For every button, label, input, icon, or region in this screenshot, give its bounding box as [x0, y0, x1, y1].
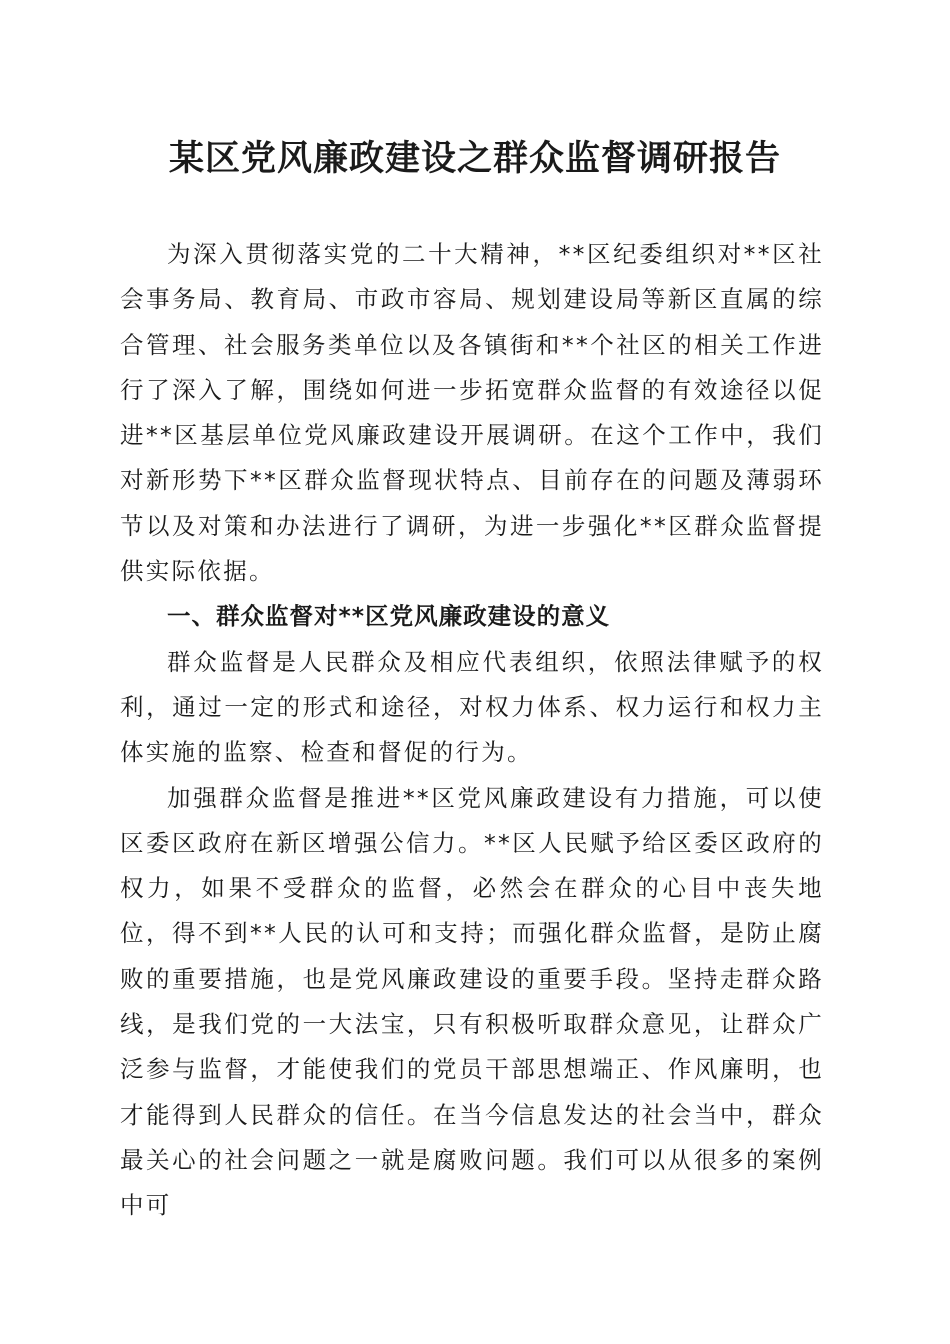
document-title: 某区党风廉政建设之群众监督调研报告	[168, 138, 781, 179]
intro-paragraph: 为深入贯彻落实党的二十大精神，**区纪委组织对**区社会事务局、教育局、市政市容局、规划建设局等新区直属的综合管理、社会服务类单位以及各镇街和**个社区的相关工作进行了深入了解，围绕如何进一步拓宽群众监督的有效途径以促进**区基层单位党风廉政建设开展调研。在这个工作中，我们对新形势下**区群众监督现状特点、目前存在的问题及薄弱环节以及对策和办法进行了调研，为进一步强化**区群众监督提供实际依据。	[120, 240, 824, 586]
section-paragraph-2: 加强群众监督是推进**区党风廉政建设有力措施，可以使区委区政府在新区增强公信力。**区人民赋予给区委区政府的权力，如果不受群众的监督，必然会在群众的心目中丧失地位，得不到**人民的认可和支持；而强化群众监督，是防止腐败的重要措施，也是党风廉政建设的重要手段。坚持走群众路线，是我们党的一大法宝，只有积极听取群众意见，让群众广泛参与监督，才能使我们的党员干部思想端正、作风廉明，也才能得到人民群众的信任。在当今信息发达的社会当中，群众最关心的社会问题之一就是腐败问题。我们可以从很多的案例中可	[120, 783, 824, 1220]
section-heading: 一、群众监督对**区党风廉政建设的意义	[167, 602, 611, 631]
document-body	[120, 232, 824, 1229]
section-paragraph-1: 群众监督是人民群众及相应代表组织，依照法律赋予的权利，通过一定的形式和途径，对权力体系、权力运行和权力主体实施的监察、检查和督促的行为。	[120, 647, 824, 767]
